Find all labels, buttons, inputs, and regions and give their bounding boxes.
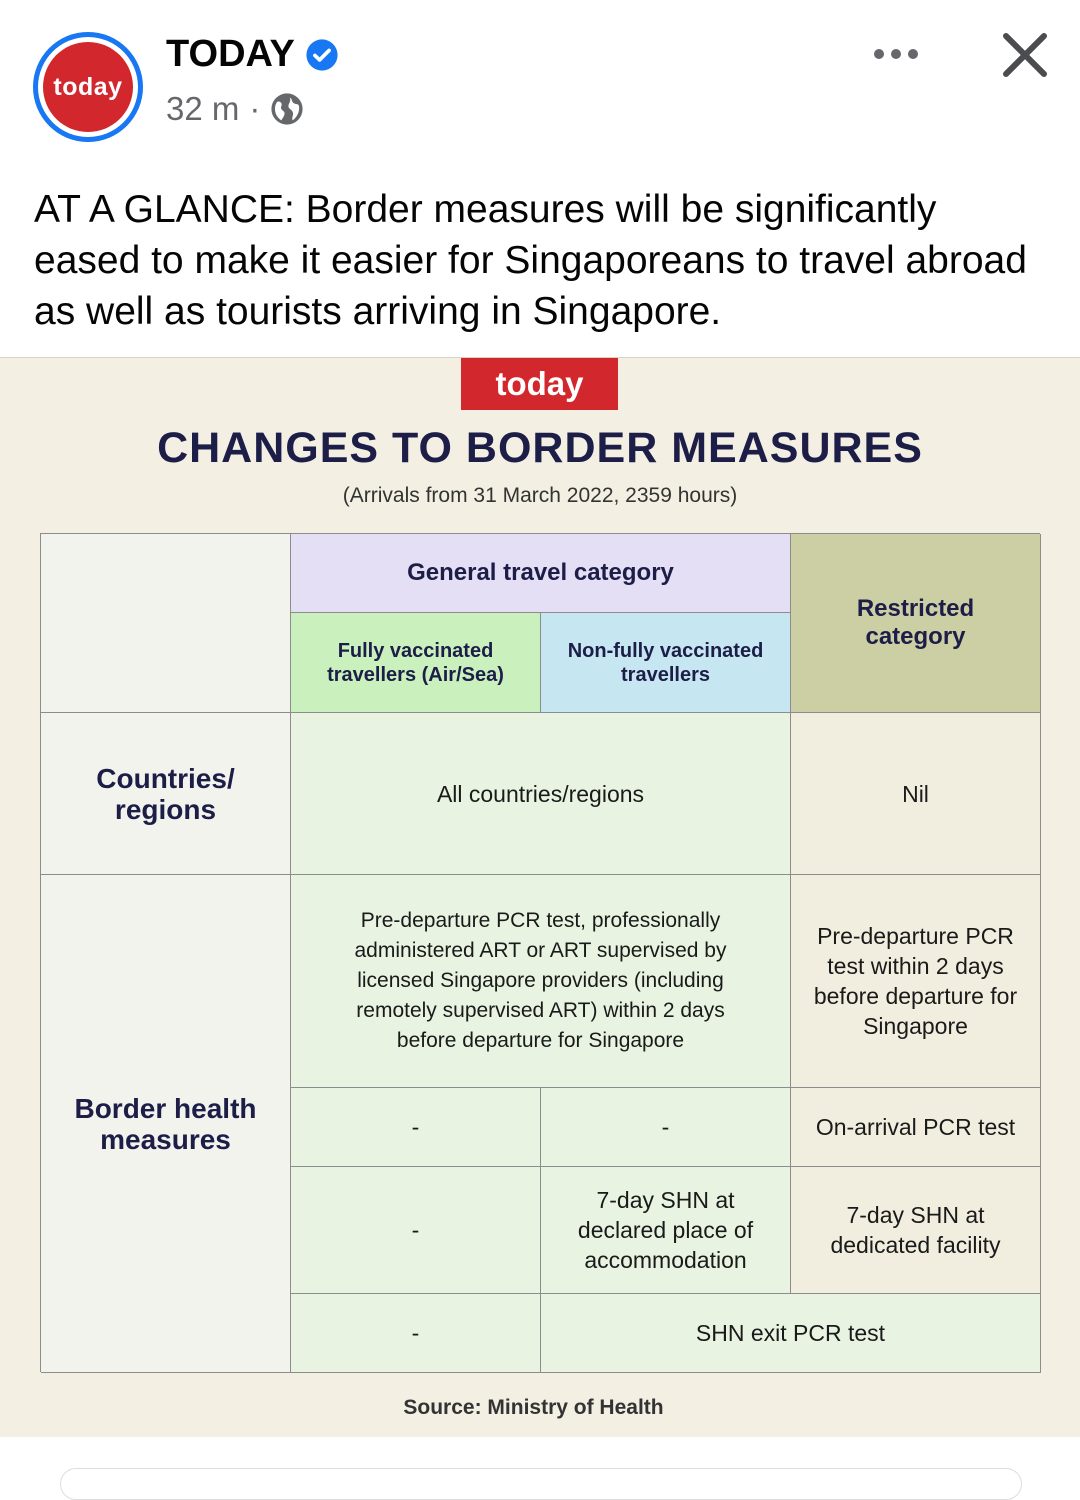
header-restricted: Restricted category — [791, 534, 1041, 713]
page-name[interactable] — [166, 33, 339, 76]
cell-shn-non-fully: 7-day SHN at declared place of accommodation — [541, 1167, 791, 1294]
cell-predeparture-restricted: Pre-departure PCR test within 2 days before departure for Singapore — [791, 875, 1041, 1088]
avatar-ring — [38, 37, 138, 137]
source-note: Source: Ministry of Health — [403, 1396, 664, 1419]
infographic-title: CHANGES TO BORDER MEASURES — [157, 424, 923, 472]
avatar-logo-text: today — [43, 42, 133, 132]
more-options-icon-dot — [908, 49, 918, 59]
page-avatar[interactable] — [33, 32, 143, 142]
cell-arrival-restricted: On-arrival PCR test — [791, 1088, 1041, 1167]
more-options-icon-dot — [891, 49, 901, 59]
cell-exit-pcr: SHN exit PCR test — [541, 1294, 1041, 1373]
header-fully-vaccinated: Fully vaccinated travellers (Air/Sea) — [291, 613, 541, 713]
post-time[interactable]: 32 m — [166, 90, 240, 127]
cell-countries-restricted: Nil — [791, 713, 1041, 875]
table-corner-cell — [41, 534, 291, 713]
verified-badge-icon — [305, 38, 339, 72]
header-general-travel: General travel category — [291, 534, 791, 613]
more-options-button[interactable] — [866, 36, 926, 72]
infographic-subtitle: (Arrivals from 31 March 2022, 2359 hours) — [342, 484, 738, 507]
post-caption: AT A GLANCE: Border measures will be significantly eased to make it easier for Singaporeans to travel abroad as well as tourists arriving in Singapore. — [34, 188, 1027, 333]
cell-predeparture-general: Pre-departure PCR test, professionally administered ART or ART supervised by licensed Singapore providers (including remotely supervised ART) within 2 days before departure for Singapore — [291, 875, 791, 1088]
border-measures-table — [40, 533, 1040, 1372]
cell-exit-fully: - — [291, 1294, 541, 1373]
row-label-countries: Countries/ regions — [41, 713, 291, 875]
cell-countries-general: All countries/regions — [291, 713, 791, 875]
meta-separator: · — [249, 90, 261, 127]
header-non-fully-vaccinated: Non-fully vaccinated travellers — [541, 613, 791, 713]
row-label-border-health: Border health measures — [41, 875, 291, 1373]
more-options-icon — [874, 49, 884, 59]
cell-arrival-fully: - — [291, 1088, 541, 1167]
cell-shn-fully: - — [291, 1167, 541, 1294]
next-post-card-edge — [60, 1468, 1022, 1500]
globe-icon[interactable] — [270, 92, 304, 126]
page-name-text[interactable]: TODAY — [166, 33, 295, 75]
cell-shn-restricted: 7-day SHN at dedicated facility — [791, 1167, 1041, 1294]
cell-arrival-non-fully: - — [541, 1088, 791, 1167]
close-icon[interactable] — [998, 28, 1052, 82]
post-image[interactable] — [0, 357, 1080, 1437]
post-meta — [166, 90, 304, 128]
brand-logo: today — [461, 358, 618, 410]
